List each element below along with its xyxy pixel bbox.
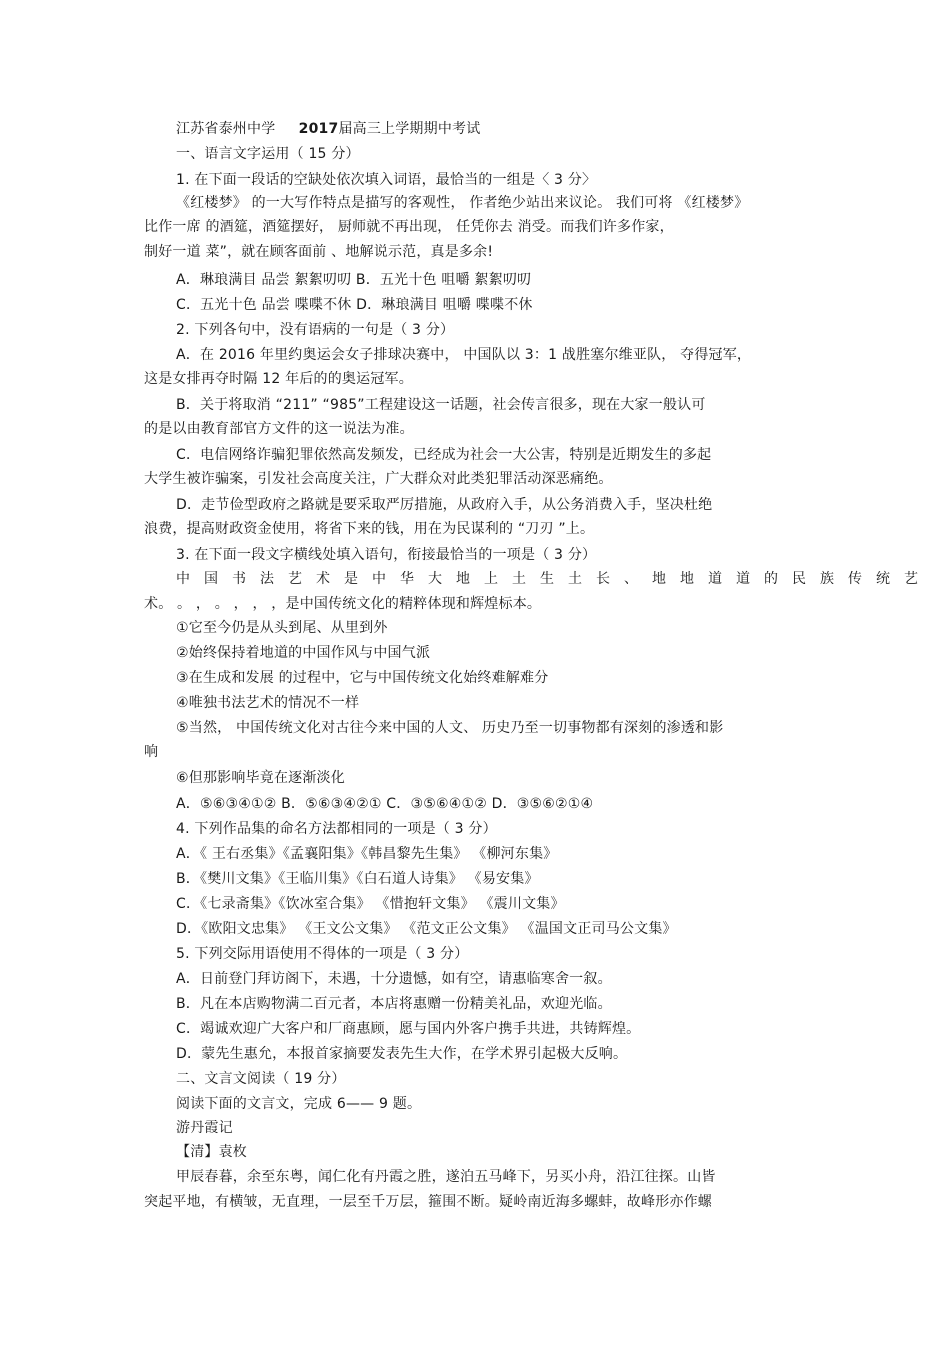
text-line: 这是女排再夺时隔 12 年后的的奥运冠军。 (144, 371, 413, 387)
title-year: 2017 (298, 121, 339, 137)
passage-title: 游丹霞记 (176, 1120, 233, 1136)
option-line: C．电信网络诈骗犯罪依然高发频发，已经成为社会一大公害，特别是近期发生的多起 (176, 447, 712, 463)
option-line: D．《欧阳文忠集》 《王文公文集》 《范文正公文集》 《温国文正司马公文集》 (176, 921, 677, 937)
question-5: 5. 下列交际用语使用不得体的一项是（ 3 分） (176, 946, 469, 962)
text-line: 响 (144, 744, 159, 760)
option-line: D．蒙先生惠允，本报首家摘要发表先生大作，在学术界引起极大反响。 (176, 1046, 628, 1062)
question-4: 4. 下列作品集的命名方法都相同的一项是（ 3 分） (176, 821, 497, 837)
question-1: 1. 在下面一段话的空缺处依次填入词语，最恰当的一组是〈 3 分〉 (176, 172, 597, 188)
option-line: A．在 2016 年里约奥运会女子排球决赛中， 中国队以 3：1 战胜塞尔维亚队， 夺得冠军， (176, 347, 752, 363)
option-line: C．竭诚欢迎广大客户和厂商惠顾，愿与国内外客户携手共进，共铸辉煌。 (176, 1021, 641, 1037)
text-line: 中国书法艺术是中华大地上土生土长、地地道道的民族传统艺 (176, 571, 932, 587)
sentence-option: ①它至今仍是从头到尾、从里到外 (176, 620, 388, 636)
option-line: C．《七录斋集》《饮冰室合集》 《惜抱轩文集》 《震川文集》 (176, 896, 565, 912)
option-line: A．日前登门拜访阁下，未遇，十分遗憾，如有空，请惠临寒舍一叙。 (176, 971, 612, 987)
option-line: D．走节俭型政府之路就是要采取严厉措施，从政府入手，从公务消费入手，坚决杜绝 (176, 497, 713, 513)
question-3: 3. 在下面一段文字横线处填入语句，衔接最恰当的一项是（ 3 分） (176, 547, 597, 563)
option-line: A．《 王右丞集》《孟襄阳集》《韩昌黎先生集》 《柳河东集》 (176, 846, 558, 862)
sentence-option: ④唯独书法艺术的情况不一样 (176, 695, 360, 711)
option-line: C．五光十色 品尝 喋喋不休 D．琳琅满目 咀嚼 喋喋不休 (176, 297, 533, 313)
section-heading: 一、语言文字运用（ 15 分） (176, 146, 360, 162)
text-line: 《红楼梦》 的一大写作特点是描写的客观性， 作者绝少站出来议论。 我们可将 《红楼梦》 (176, 195, 749, 211)
option-line: A．⑤⑥③④①② B．⑤⑥③④②① C．③⑤⑥④①② D．③⑤⑥②①④ (176, 796, 594, 812)
section-heading: 二、文言文阅读（ 19 分） (176, 1071, 346, 1087)
page-title (176, 120, 480, 138)
option-line: B．《樊川文集》《王临川集》《白石道人诗集》 《易安集》 (176, 871, 539, 887)
sentence-option: ③在生成和发展 的过程中，它与中国传统文化始终难解难分 (176, 670, 549, 686)
text-line: 的是以由教育部官方文件的这一说法为准。 (144, 421, 414, 437)
passage-line: 甲辰春暮，余至东粤，闻仁化有丹霞之胜，遂泊五马峰下，另买小舟，沿江往探。山皆 (176, 1169, 716, 1185)
sentence-option: ②始终保持着地道的中国作风与中国气派 (176, 645, 431, 661)
option-line: A．琳琅满目 品尝 絮絮叨叨 B．五光十色 咀嚼 絮絮叨叨 (176, 272, 532, 288)
passage-author: 【清】袁枚 (176, 1144, 247, 1160)
sentence-option: ⑤当然， 中国传统文化对古往今来中国的人文、 历史乃至一切事物都有深刻的渗透和影 (176, 720, 724, 736)
text-line: 比作一席 的酒筵，酒筵摆好， 厨师就不再出现， 任凭你去 消受。而我们许多作家， (144, 219, 674, 235)
sentence-option: ⑥但那影响毕竟在逐渐淡化 (176, 770, 345, 786)
text-line: 大学生被诈骗案，引发社会高度关注，广大群众对此类犯罪活动深恶痛绝。 (144, 471, 613, 487)
option-line: B．关于将取消 “211” “985”工程建设这一话题，社会传言很多，现在大家一般认可 (176, 397, 706, 413)
text-line: 制好一道 菜”，就在顾客面前 、地解说示范，真是多余! (144, 244, 494, 260)
text-line: 术。 。 ， 。 ， ， ，是中国传统文化的精粹体现和辉煌标本。 (144, 596, 542, 612)
option-line: B．凡在本店购物满二百元者，本店将惠赠一份精美礼品，欢迎光临。 (176, 996, 612, 1012)
title-suffix: 届高三上学期期中考试 (338, 121, 481, 137)
question-2: 2. 下列各句中，没有语病的一句是（ 3 分） (176, 322, 455, 338)
passage-line: 突起平地，有横皱，无直理，一层至千万层，箍围不断。疑岭南近海多螺蚌，故峰形亦作螺 (144, 1194, 712, 1210)
title-prefix: 江苏省泰州中学 (176, 121, 276, 137)
instruction-line: 阅读下面的文言文，完成 6—— 9 题。 (176, 1096, 422, 1112)
text-line: 浪费，提高财政资金使用，将省下来的钱，用在为民谋利的 “刀刃 ”上。 (144, 521, 595, 537)
